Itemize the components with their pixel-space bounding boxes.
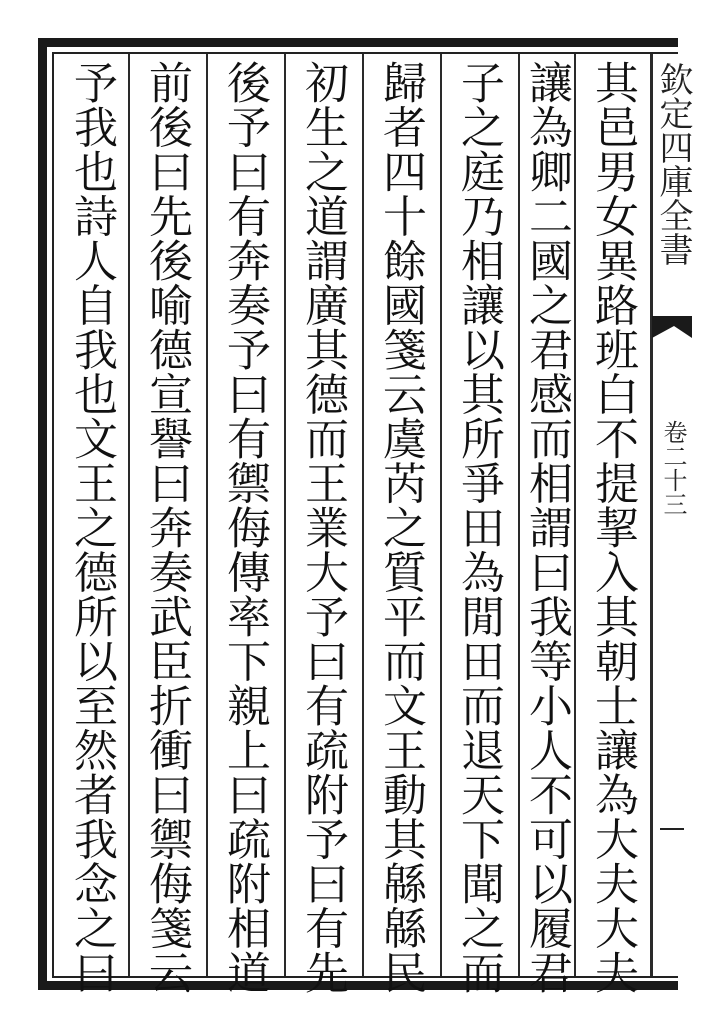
text-column-6 <box>206 54 282 995</box>
text-column-8 <box>54 54 128 995</box>
column-text: 讓為卿二國之君感而相謂曰我等小人不可以履君 <box>521 60 572 995</box>
margin-title: 欽定四庫全書 <box>653 62 693 266</box>
column-text: 予我也詩人自我也文王之德所以至然者我念之曰 <box>66 60 117 995</box>
column-text: 前後曰先後喻德宣譽曰奔奏武臣折衝曰禦侮箋云 <box>141 60 192 995</box>
column-text: 後予曰有奔奏予曰有禦侮傳率下親上曰疏附相道 <box>219 60 270 995</box>
text-column-2 <box>518 54 574 995</box>
text-column-3 <box>440 54 516 995</box>
fishtail-mark-icon <box>652 312 692 342</box>
text-column-4 <box>362 54 438 995</box>
text-column-1 <box>574 54 650 995</box>
column-text: 歸者四十餘國箋云虞芮之質平而文王動其緜緜民 <box>375 60 426 995</box>
column-text: 其邑男女異路班白不提挈入其朝士讓為大夫大夫 <box>587 60 638 995</box>
text-column-5 <box>284 54 360 995</box>
text-column-7 <box>128 54 204 995</box>
column-text: 初生之道謂廣其德而王業大予曰有疏附予曰有先 <box>297 60 348 995</box>
volume-label: 卷二十三 <box>659 420 687 516</box>
column-text: 子之庭乃相讓以其所爭田為閒田而退天下聞之而 <box>453 60 504 995</box>
margin-tick <box>660 828 684 830</box>
